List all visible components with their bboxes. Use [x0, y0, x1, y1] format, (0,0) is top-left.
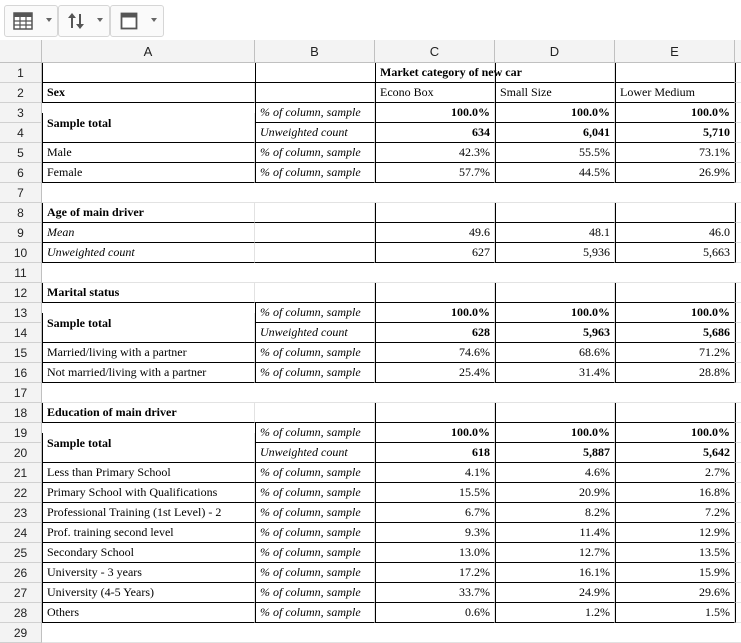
- cell-f-row-13[interactable]: [735, 303, 741, 323]
- cell-e-row-29[interactable]: [615, 623, 735, 643]
- cell-d-row-14[interactable]: 5,963: [495, 323, 615, 343]
- cell-e-row-22[interactable]: 16.8%: [615, 483, 735, 503]
- cell-b-row-18[interactable]: [255, 403, 375, 423]
- select-all-corner[interactable]: [0, 40, 42, 63]
- cell-a-row-18[interactable]: Education of main driver: [42, 403, 255, 423]
- cell-b-row-3[interactable]: % of column, sample: [255, 103, 375, 123]
- cell-d-row-2[interactable]: Small Size: [495, 83, 615, 103]
- cell-d-row-13[interactable]: 100.0%: [495, 303, 615, 323]
- cell-a-row-9[interactable]: Mean: [42, 223, 255, 243]
- cell-d-row-17[interactable]: [495, 383, 615, 403]
- column-header-f[interactable]: [735, 40, 741, 63]
- toolbar: [0, 0, 741, 41]
- cell-c-row-18[interactable]: [375, 403, 495, 423]
- cell-e-row-27[interactable]: 29.6%: [615, 583, 735, 603]
- row-header[interactable]: 6: [0, 163, 42, 183]
- cell-b-row-23[interactable]: % of column, sample: [255, 503, 375, 523]
- cell-c-row-2[interactable]: Econo Box: [375, 83, 495, 103]
- cell-f-row-12[interactable]: [735, 283, 741, 303]
- cell-a-row-5[interactable]: Male: [42, 143, 255, 163]
- cell-c-row-22[interactable]: 15.5%: [375, 483, 495, 503]
- cell-b-row-29[interactable]: [255, 623, 375, 643]
- cell-e-row-20[interactable]: 5,642: [615, 443, 735, 463]
- cell-a-row-10[interactable]: Unweighted count: [42, 243, 255, 263]
- cell-f-row-21[interactable]: [735, 463, 741, 483]
- row-header[interactable]: 4: [0, 123, 42, 143]
- cell-c-row-6[interactable]: 57.7%: [375, 163, 495, 183]
- cell-e-row-11[interactable]: [615, 263, 735, 283]
- column-header-d[interactable]: D: [495, 40, 615, 63]
- cell-d-row-26[interactable]: 16.1%: [495, 563, 615, 583]
- cell-e-row-24[interactable]: 12.9%: [615, 523, 735, 543]
- cell-c-row-26[interactable]: 17.2%: [375, 563, 495, 583]
- cell-c-row-20[interactable]: 618: [375, 443, 495, 463]
- cell-f-row-4[interactable]: [735, 123, 741, 143]
- cell-a-row-2[interactable]: Sex: [42, 83, 255, 103]
- cell-c-row-15[interactable]: 74.6%: [375, 343, 495, 363]
- cell-b-row-8[interactable]: [255, 203, 375, 223]
- cell-a-row-7[interactable]: [42, 183, 255, 203]
- row-header[interactable]: 26: [0, 563, 42, 583]
- cell-b-row-15[interactable]: % of column, sample: [255, 343, 375, 363]
- cell-c-row-11[interactable]: [375, 263, 495, 283]
- cell-d-row-9[interactable]: 48.1: [495, 223, 615, 243]
- cell-f-row-17[interactable]: [735, 383, 741, 403]
- cell-a-row-1[interactable]: [42, 63, 255, 83]
- toolbar-group-sort: [58, 5, 110, 37]
- cell-f-row-28[interactable]: [735, 603, 741, 623]
- column-header-c[interactable]: C: [375, 40, 495, 63]
- column-header-a[interactable]: A: [42, 40, 255, 63]
- cell-c-row-29[interactable]: [375, 623, 495, 643]
- row-header[interactable]: 5: [0, 143, 42, 163]
- cell-b-row-2[interactable]: [255, 83, 375, 103]
- row-header[interactable]: 11: [0, 263, 42, 283]
- cell-a-row-16[interactable]: Not married/living with a partner: [42, 363, 255, 383]
- cell-b-row-12[interactable]: [255, 283, 375, 303]
- row-header[interactable]: 1: [0, 63, 42, 83]
- cell-e-row-13[interactable]: 100.0%: [615, 303, 735, 323]
- cell-c-row-8[interactable]: [375, 203, 495, 223]
- window-dropdown-caret-icon[interactable]: [151, 18, 157, 22]
- cell-a-row-22[interactable]: Primary School with Qualifications: [42, 483, 255, 503]
- cell-f-row-20[interactable]: [735, 443, 741, 463]
- cell-e-row-12[interactable]: [615, 283, 735, 303]
- cell-a-row-21[interactable]: Less than Primary School: [42, 463, 255, 483]
- column-header-e[interactable]: E: [615, 40, 735, 63]
- cell-c-row-10[interactable]: 627: [375, 243, 495, 263]
- row-header[interactable]: 24: [0, 523, 42, 543]
- cell-f-row-29[interactable]: [735, 623, 741, 643]
- row-header[interactable]: 2: [0, 83, 42, 103]
- sort-button[interactable]: [59, 6, 93, 36]
- cell-c-row-3[interactable]: 100.0%: [375, 103, 495, 123]
- cell-c-row-7[interactable]: [375, 183, 495, 203]
- cell-f-row-10[interactable]: [735, 243, 741, 263]
- cell-b-row-9[interactable]: [255, 223, 375, 243]
- cell-a-row-27[interactable]: University (4-5 Years): [42, 583, 255, 603]
- cell-f-row-27[interactable]: [735, 583, 741, 603]
- cell-c-row-19[interactable]: 100.0%: [375, 423, 495, 443]
- cell-f-row-25[interactable]: [735, 543, 741, 563]
- table-icon: [13, 12, 33, 30]
- row-header[interactable]: 14: [0, 323, 42, 343]
- cell-c-row-12[interactable]: [375, 283, 495, 303]
- row-header[interactable]: 27: [0, 583, 42, 603]
- cell-d-row-28[interactable]: 1.2%: [495, 603, 615, 623]
- row-header[interactable]: 18: [0, 403, 42, 423]
- cell-c-row-9[interactable]: 49.6: [375, 223, 495, 243]
- cell-d-row-3[interactable]: 100.0%: [495, 103, 615, 123]
- row-header[interactable]: 23: [0, 503, 42, 523]
- cell-f-row-19[interactable]: [735, 423, 741, 443]
- cell-e-row-2[interactable]: Lower Medium: [615, 83, 735, 103]
- cell-e-row-23[interactable]: 7.2%: [615, 503, 735, 523]
- cell-a-row-15[interactable]: Married/living with a partner: [42, 343, 255, 363]
- cell-e-row-7[interactable]: [615, 183, 735, 203]
- cell-c-row-4[interactable]: 634: [375, 123, 495, 143]
- cell-b-row-21[interactable]: % of column, sample: [255, 463, 375, 483]
- row-header[interactable]: 20: [0, 443, 42, 463]
- cell-c-row-24[interactable]: 9.3%: [375, 523, 495, 543]
- cell-e-row-17[interactable]: [615, 383, 735, 403]
- table-dropdown-caret-icon[interactable]: [46, 18, 52, 22]
- cell-d-row-27[interactable]: 24.9%: [495, 583, 615, 603]
- cell-a-row-29[interactable]: [42, 623, 255, 643]
- cell-c-row-23[interactable]: 6.7%: [375, 503, 495, 523]
- cell-f-row-14[interactable]: [735, 323, 741, 343]
- cell-f-row-3[interactable]: [735, 103, 741, 123]
- cell-c-row-16[interactable]: 25.4%: [375, 363, 495, 383]
- cell-b-row-19[interactable]: % of column, sample: [255, 423, 375, 443]
- row-header[interactable]: 8: [0, 203, 42, 223]
- cell-d-row-24[interactable]: 11.4%: [495, 523, 615, 543]
- cell-e-row-6[interactable]: 26.9%: [615, 163, 735, 183]
- cell-b-row-27[interactable]: % of column, sample: [255, 583, 375, 603]
- cell-c-row-28[interactable]: 0.6%: [375, 603, 495, 623]
- cell-d-row-4[interactable]: 6,041: [495, 123, 615, 143]
- cell-f-row-11[interactable]: [735, 263, 741, 283]
- row-header[interactable]: 21: [0, 463, 42, 483]
- cell-f-row-16[interactable]: [735, 363, 741, 383]
- cell-b-row-28[interactable]: % of column, sample: [255, 603, 375, 623]
- cell-b-row-10[interactable]: [255, 243, 375, 263]
- cell-d-row-12[interactable]: [495, 283, 615, 303]
- cell-e-row-5[interactable]: 73.1%: [615, 143, 735, 163]
- cell-e-row-9[interactable]: 46.0: [615, 223, 735, 243]
- cell-e-row-19[interactable]: 100.0%: [615, 423, 735, 443]
- cell-d-row-20[interactable]: 5,887: [495, 443, 615, 463]
- cell-d-row-29[interactable]: [495, 623, 615, 643]
- cell-b-row-6[interactable]: % of column, sample: [255, 163, 375, 183]
- cell-b-row-24[interactable]: % of column, sample: [255, 523, 375, 543]
- cell-f-row-6[interactable]: [735, 163, 741, 183]
- cell-d-row-7[interactable]: [495, 183, 615, 203]
- cell-b-row-17[interactable]: [255, 383, 375, 403]
- cell-b-row-14[interactable]: Unweighted count: [255, 323, 375, 343]
- cell-e-row-18[interactable]: [615, 403, 735, 423]
- cell-c-row-5[interactable]: 42.3%: [375, 143, 495, 163]
- cell-c-row-27[interactable]: 33.7%: [375, 583, 495, 603]
- cell-b-row-22[interactable]: % of column, sample: [255, 483, 375, 503]
- cell-c-row-17[interactable]: [375, 383, 495, 403]
- cell-c-row-14[interactable]: 628: [375, 323, 495, 343]
- cell-a-row-11[interactable]: [42, 263, 255, 283]
- cell-f-row-26[interactable]: [735, 563, 741, 583]
- cell-b-row-7[interactable]: [255, 183, 375, 203]
- toolbar-group-table: [4, 5, 58, 37]
- cell-f-row-24[interactable]: [735, 523, 741, 543]
- cell-f-row-5[interactable]: [735, 143, 741, 163]
- cell-d-row-19[interactable]: 100.0%: [495, 423, 615, 443]
- cell-f-row-23[interactable]: [735, 503, 741, 523]
- cell-d-row-25[interactable]: 12.7%: [495, 543, 615, 563]
- cell-e-row-3[interactable]: 100.0%: [615, 103, 735, 123]
- cell-d-row-15[interactable]: 68.6%: [495, 343, 615, 363]
- cell-a-row-25[interactable]: Secondary School: [42, 543, 255, 563]
- cell-f-row-15[interactable]: [735, 343, 741, 363]
- row-header[interactable]: 9: [0, 223, 42, 243]
- cell-e-row-8[interactable]: [615, 203, 735, 223]
- cell-d-row-23[interactable]: 8.2%: [495, 503, 615, 523]
- row-header[interactable]: 15: [0, 343, 42, 363]
- cell-f-row-7[interactable]: [735, 183, 741, 203]
- cell-f-row-1[interactable]: [735, 63, 741, 83]
- row-header[interactable]: 13: [0, 303, 42, 323]
- row-header[interactable]: 28: [0, 603, 42, 623]
- cell-a-row-8[interactable]: Age of main driver: [42, 203, 255, 223]
- row-header[interactable]: 25: [0, 543, 42, 563]
- cell-f-row-2[interactable]: [735, 83, 741, 103]
- cell-d-row-22[interactable]: 20.9%: [495, 483, 615, 503]
- cell-b-row-1[interactable]: [255, 63, 375, 83]
- cell-f-row-9[interactable]: [735, 223, 741, 243]
- row-header[interactable]: 7: [0, 183, 42, 203]
- row-header[interactable]: 3: [0, 103, 42, 123]
- cell-e-row-14[interactable]: 5,686: [615, 323, 735, 343]
- cell-f-row-22[interactable]: [735, 483, 741, 503]
- cell-e-row-1[interactable]: [615, 63, 735, 83]
- cell-b-row-16[interactable]: % of column, sample: [255, 363, 375, 383]
- cell-a-row-6[interactable]: Female: [42, 163, 255, 183]
- cell-d-row-11[interactable]: [495, 263, 615, 283]
- cell-a-row-17[interactable]: [42, 383, 255, 403]
- cell-c-row-1[interactable]: Market category of new car: [375, 63, 495, 83]
- cell-c-row-21[interactable]: 4.1%: [375, 463, 495, 483]
- cell-e-row-26[interactable]: 15.9%: [615, 563, 735, 583]
- window-button[interactable]: [111, 6, 147, 36]
- cell-f-row-8[interactable]: [735, 203, 741, 223]
- row-header[interactable]: 19: [0, 423, 42, 443]
- cell-a-row-13[interactable]: Sample total: [42, 313, 255, 333]
- cell-d-row-16[interactable]: 31.4%: [495, 363, 615, 383]
- cell-b-row-5[interactable]: % of column, sample: [255, 143, 375, 163]
- cell-c-row-13[interactable]: 100.0%: [375, 303, 495, 323]
- cell-d-row-21[interactable]: 4.6%: [495, 463, 615, 483]
- table-button[interactable]: [5, 6, 41, 36]
- cell-d-row-10[interactable]: 5,936: [495, 243, 615, 263]
- row-header[interactable]: 29: [0, 623, 42, 643]
- cell-e-row-4[interactable]: 5,710: [615, 123, 735, 143]
- toolbar-group-window: [110, 5, 164, 37]
- sort-arrows-icon: [67, 12, 85, 30]
- cell-d-row-5[interactable]: 55.5%: [495, 143, 615, 163]
- cell-d-row-6[interactable]: 44.5%: [495, 163, 615, 183]
- row-header[interactable]: 16: [0, 363, 42, 383]
- window-icon: [120, 12, 138, 30]
- cell-e-row-21[interactable]: 2.7%: [615, 463, 735, 483]
- cell-b-row-25[interactable]: % of column, sample: [255, 543, 375, 563]
- cell-a-row-12[interactable]: Marital status: [42, 283, 255, 303]
- cell-b-row-26[interactable]: % of column, sample: [255, 563, 375, 583]
- column-header-b[interactable]: B: [255, 40, 375, 63]
- cell-d-row-18[interactable]: [495, 403, 615, 423]
- cell-a-row-24[interactable]: Prof. training second level: [42, 523, 255, 543]
- cell-e-row-10[interactable]: 5,663: [615, 243, 735, 263]
- row-header[interactable]: 12: [0, 283, 42, 303]
- row-header[interactable]: 10: [0, 243, 42, 263]
- sort-dropdown-caret-icon[interactable]: [97, 18, 103, 22]
- cell-e-row-16[interactable]: 28.8%: [615, 363, 735, 383]
- cell-e-row-15[interactable]: 71.2%: [615, 343, 735, 363]
- cell-f-row-18[interactable]: [735, 403, 741, 423]
- cell-c-row-25[interactable]: 13.0%: [375, 543, 495, 563]
- cell-b-row-20[interactable]: Unweighted count: [255, 443, 375, 463]
- cell-a-row-28[interactable]: Others: [42, 603, 255, 623]
- cell-b-row-4[interactable]: Unweighted count: [255, 123, 375, 143]
- cell-a-row-26[interactable]: University - 3 years: [42, 563, 255, 583]
- cell-b-row-13[interactable]: % of column, sample: [255, 303, 375, 323]
- cell-e-row-25[interactable]: 13.5%: [615, 543, 735, 563]
- cell-e-row-28[interactable]: 1.5%: [615, 603, 735, 623]
- cell-d-row-8[interactable]: [495, 203, 615, 223]
- cell-a-row-19[interactable]: Sample total: [42, 433, 255, 453]
- cell-a-row-23[interactable]: Professional Training (1st Level) - 2: [42, 503, 255, 523]
- cell-b-row-11[interactable]: [255, 263, 375, 283]
- row-header[interactable]: 17: [0, 383, 42, 403]
- cell-a-row-3[interactable]: Sample total: [42, 113, 255, 133]
- row-header[interactable]: 22: [0, 483, 42, 503]
